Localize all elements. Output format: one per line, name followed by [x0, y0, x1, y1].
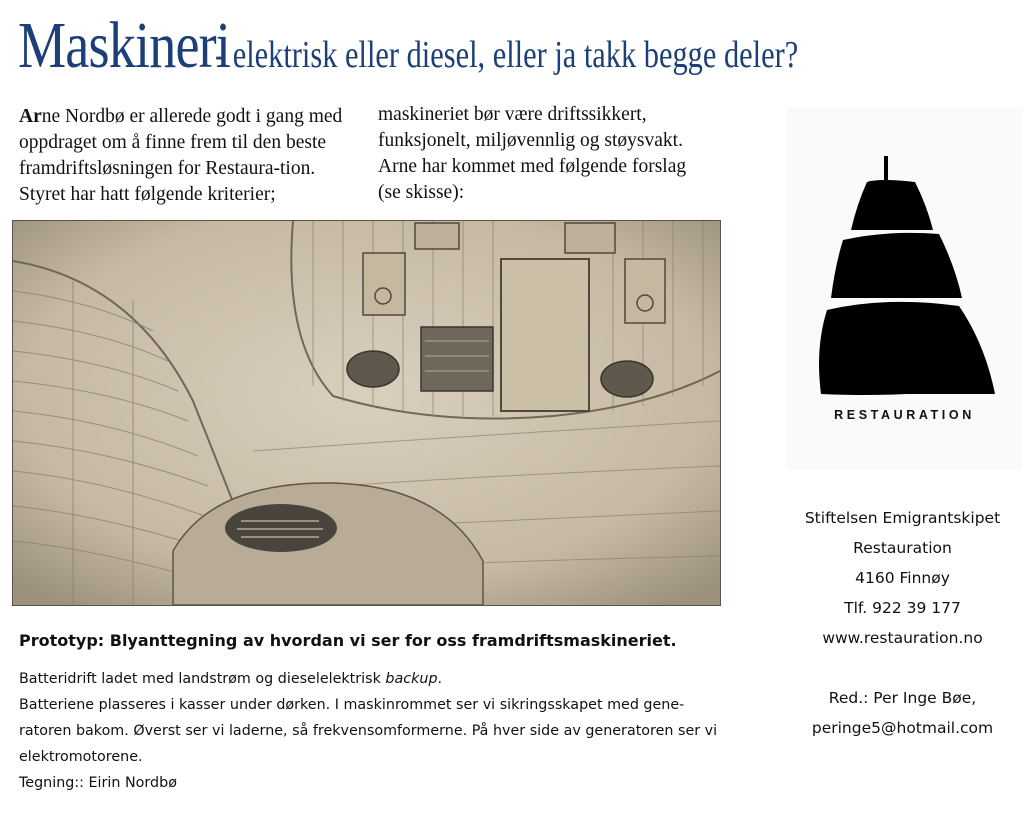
contact-website-link[interactable]: www.restauration.no: [822, 629, 983, 647]
caption-line-1: [19, 666, 719, 692]
contact-email-link[interactable]: peringe5@hotmail.com: [811, 719, 994, 737]
sketch-drawing: [13, 221, 720, 605]
article-column-1-text: ne Nordbø er allerede godt i gang med oppdraget om å finne frem til den beste framdriftsløsningen for Restaura-tion. Styret har hatt følgende kriterier;: [19, 106, 343, 205]
caption-body: [19, 666, 719, 796]
contact-org-name-2: Restauration: [853, 539, 952, 557]
logo-wordmark: RESTAURATION: [834, 408, 975, 422]
caption-line-1-emphasis: backup: [385, 671, 438, 687]
restauration-logo: [787, 108, 1022, 470]
ship-sails-icon: [787, 108, 1022, 408]
contact-org-name: Stiftelsen Emigrantskipet: [804, 509, 1001, 527]
article-column-1: [19, 104, 359, 208]
caption-line-2: Batteriene plasseres i kasser under dørken. I maskinrommet ser vi sikringsskapet med gene-ratoren bakom. Øverst ser vi laderne, så frekvensomformerne. På hver side av generatoren ser vi elektromotorene.: [19, 697, 718, 765]
caption-line-1-text: Batteridrift ladet med landstrøm og dieselelektrisk: [19, 671, 386, 687]
caption-title: Prototyp: Blyanttegning av hvordan vi ser for oss framdriftsmaskineriet.: [19, 631, 677, 650]
headline-main: Maskineri: [18, 9, 231, 82]
caption-credit: Tegning:: Eirin Nordbø: [19, 775, 177, 791]
contact-address: 4160 Finnøy: [855, 569, 950, 587]
contact-editor: Red.: Per Inge Bøe,: [828, 689, 977, 707]
article-dropcap: Ar: [19, 106, 42, 127]
contact-phone: Tlf. 922 39 177: [844, 599, 961, 617]
page-headline: [18, 8, 1008, 84]
headline-subtitle: - elektrisk eller diesel, eller ja takk begge deler?: [214, 34, 798, 76]
article-column-2: maskineriet bør være driftssikkert, funksjonelt, miljøvennlig og støysvakt. Arne har kommet med følgende forslag (se skisse):: [378, 104, 687, 203]
engine-room-sketch: [12, 220, 721, 606]
caption-line-1-end: .: [437, 671, 443, 687]
